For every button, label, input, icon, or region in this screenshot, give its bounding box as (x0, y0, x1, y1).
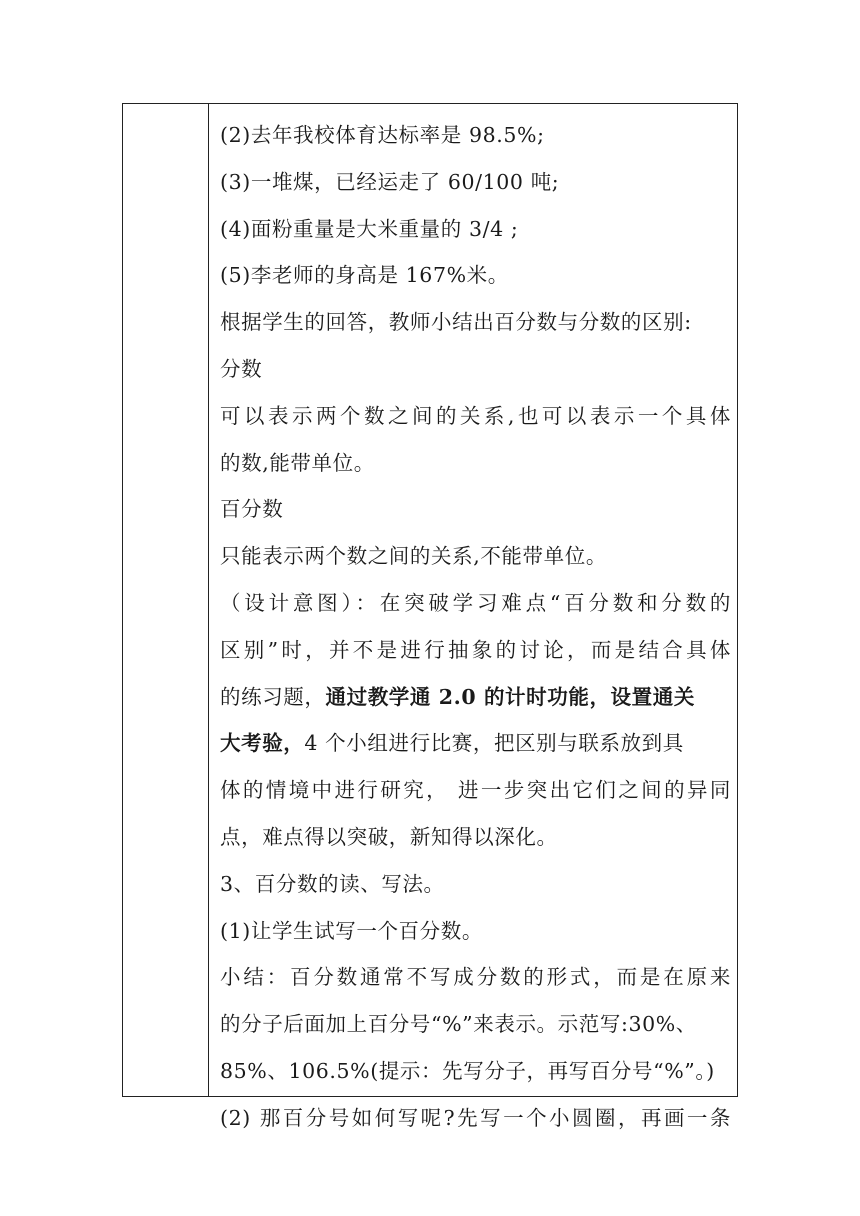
text-line: 小结：百分数通常不写成分数的形式，而是在原来 (220, 965, 731, 990)
text-line: (3)一堆煤，已经运走了 60/100 吨; (220, 169, 560, 194)
text-line: (4)面粉重量是大米重量的 3/4 ; (220, 216, 519, 241)
text-line: 3、百分数的读、写法。 (220, 871, 445, 896)
bold-text-segment: 大考验， (220, 731, 305, 756)
text-line: 点，难点得以突破，新知得以深化。 (220, 824, 558, 849)
text-line: 百分数 (220, 497, 284, 522)
text-line-mixed (220, 720, 731, 767)
bold-text-segment: 通过教学通 2.0 的计时功能，设置通关 (325, 684, 695, 709)
text-line: 的分子后面加上百分号“%”来表示。示范写:30%、 (220, 1012, 697, 1037)
text-line: 可以表示两个数之间的关系,也可以表示一个具体 (220, 403, 731, 428)
text-line: (2) 那百分号如何写呢?先写一个小圆圈，再画一条 (220, 1105, 731, 1130)
text-line: (2)去年我校体育达标率是 98.5%; (220, 123, 545, 147)
table-left-column (123, 104, 209, 1096)
text-line: 体的情境中进行研究， 进一步突出它们之间的异同 (220, 778, 731, 803)
lesson-table (122, 103, 738, 1130)
text-line: 分数 (220, 356, 263, 381)
text-segment: 的练习题， (220, 684, 326, 709)
text-line: 的数,能带单位。 (220, 450, 375, 475)
text-line: (5)李老师的身高是 167%米。 (220, 263, 509, 288)
text-segment: 4 个小组进行比赛，把区别与联系放到具 (304, 731, 684, 756)
text-line: (1)让学生试写一个百分数。 (220, 918, 483, 943)
text-line: 根据学生的回答，教师小结出百分数与分数的区别: (220, 310, 692, 335)
text-line: （设计意图）：在突破学习难点“百分数和分数的 (220, 590, 731, 615)
text-line: 只能表示两个数之间的关系,不能带单位。 (220, 544, 607, 569)
text-line-mixed (220, 674, 731, 721)
text-line: 85%、106.5%(提示：先写分子，再写百分号“%”。) (220, 1058, 715, 1083)
text-line: 区别”时，并不是进行抽象的讨论，而是结合具体 (220, 637, 731, 662)
table-content-cell (209, 104, 737, 1130)
